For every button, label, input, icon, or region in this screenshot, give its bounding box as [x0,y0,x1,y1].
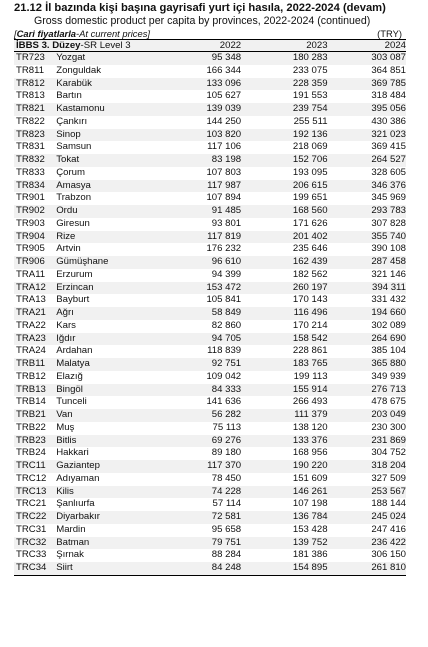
value-2024: 261 810 [371,562,406,573]
value-2022: 93 801 [211,217,242,229]
region-code: TR812 [16,77,45,89]
table-subtitle: Gross domestic product per capita by provinces, 2022-2024 (continued) [34,15,371,27]
value-2022: 153 472 [206,281,242,293]
table-row [14,90,406,103]
region-code: TRC32 [16,536,47,548]
province-name: Bingöl [56,383,83,395]
table-row [14,103,406,116]
table-row [14,78,406,91]
value-2024: 245 024 [371,511,406,522]
region-code: TR823 [16,128,45,140]
table-row [14,409,406,422]
value-2024: 304 752 [371,447,406,459]
value-2023: 133 376 [292,434,328,446]
table-title: 21.12 İl bazında kişi başına gayrisafi yurt içi hasıla, 2022-2024 (devam) [14,2,386,14]
value-2024: 349 939 [371,370,406,382]
province-name: Van [56,409,73,420]
table-row [14,243,406,256]
value-2022: 83 198 [211,154,242,165]
table-row [14,129,406,142]
table-row [14,116,406,129]
value-2024: 264 527 [371,154,406,165]
header-level-rest: -SR Level 3 [80,40,131,51]
province-name: Elazığ [56,370,83,382]
value-2022: 103 820 [206,128,242,140]
value-2024: 369 785 [371,77,406,89]
region-code: TRB12 [16,370,46,382]
value-2024: 327 509 [371,472,406,484]
value-2024: 293 783 [371,205,406,216]
price-note-en: -At current prices] [76,28,150,39]
value-2023: 151 609 [292,472,328,484]
value-2024: 247 416 [371,523,406,535]
region-code: TR903 [16,217,45,229]
header-year-2024: 2024 [384,40,406,51]
province-name: Ardahan [56,345,93,357]
value-2024: 231 869 [371,434,406,446]
header-year-2022: 2022 [219,40,242,51]
value-2023: 201 402 [292,230,328,242]
value-2022: 57 114 [212,498,242,510]
gdp-table [14,39,406,576]
table-row [14,205,406,218]
region-code: TR822 [16,115,45,127]
value-2024: 478 675 [371,396,406,408]
value-2024: 203 049 [371,409,406,420]
province-name: Bartın [56,90,82,102]
province-name: Tokat [56,154,80,165]
table-row [14,256,406,269]
table-row [14,473,406,486]
region-code: TRC21 [16,498,47,510]
value-2023: 255 511 [293,115,328,127]
value-2023: 199 651 [292,192,328,204]
value-2022: 78 450 [211,472,242,484]
region-code: TR811 [16,64,45,76]
table-row [14,358,406,371]
header-year-2023: 2023 [306,40,328,51]
value-2023: 199 113 [293,370,328,382]
price-note-bracket: [ [14,28,17,39]
province-name: Giresun [56,217,90,229]
table-row [14,333,406,346]
region-code: TRA11 [16,268,46,280]
value-2023: 107 198 [292,498,328,510]
value-2024: 369 415 [371,141,406,153]
value-2023: 235 646 [292,243,328,255]
value-2024: 307 828 [371,217,406,229]
value-2023: 136 784 [292,511,328,522]
province-name: Gümüşhane [56,256,109,267]
header-level-bold: İBBS 3. Düzey [16,40,81,51]
value-2023: 191 553 [292,90,328,102]
value-2024: 321 023 [371,128,406,140]
value-2022: 69 276 [211,434,242,446]
province-name: Muş [56,421,75,433]
value-2024: 306 150 [371,549,406,561]
table-row [14,65,406,78]
region-code: TR834 [16,179,45,191]
region-code: TR813 [16,90,45,102]
value-2023: 138 120 [292,421,328,433]
price-note-row [14,28,402,39]
value-2022: 75 113 [212,421,242,433]
value-2022: 94 399 [211,268,242,280]
province-name: Şırnak [56,549,84,561]
value-2022: 56 282 [211,409,242,420]
value-2023: 228 861 [292,345,328,357]
value-2022: 166 344 [206,64,242,76]
value-2024: 230 300 [371,421,406,433]
value-2023: 168 956 [292,447,328,459]
value-2022: 88 284 [211,549,242,561]
value-2024: 394 311 [372,281,406,293]
province-name: Siirt [56,562,73,573]
province-name: Hakkari [56,447,89,459]
table-row [14,294,406,307]
value-2024: 276 713 [371,383,406,395]
price-note-tr: Cari fiyatlarla [16,28,77,39]
value-2022: 105 841 [206,294,242,306]
value-2023: 181 386 [292,549,328,561]
province-name: Kastamonu [56,103,105,114]
value-2022: 139 039 [206,103,242,114]
value-2023: 192 136 [292,128,328,140]
table-row [14,269,406,282]
value-2022: 107 803 [206,166,242,178]
value-2022: 117 987 [207,179,242,191]
table-row [14,218,406,231]
value-2023: 193 095 [292,166,328,178]
province-name: Bayburt [56,294,90,306]
region-code: TRB14 [16,396,46,408]
region-code: TRA22 [16,319,46,331]
province-name: Şanlıurfa [56,498,95,510]
region-code: TR902 [16,205,45,216]
value-2022: 141 636 [206,396,242,408]
value-2023: 228 359 [292,77,328,89]
value-2024: 188 144 [371,498,406,510]
value-2023: 155 914 [292,383,328,395]
value-2022: 95 348 [211,52,242,63]
table-row [14,524,406,537]
table-row [14,371,406,384]
value-2022: 89 180 [211,447,242,459]
value-2023: 168 560 [292,205,328,216]
province-name: Ordu [56,205,78,216]
value-2024: 355 740 [371,230,406,242]
value-2022: 105 627 [206,90,242,102]
value-2023: 152 706 [292,154,328,165]
value-2022: 84 333 [211,383,242,395]
table-row [14,320,406,333]
value-2024: 302 089 [371,319,406,331]
value-2024: 318 484 [371,90,406,102]
province-name: Bitlis [56,434,77,446]
table-row [14,282,406,295]
value-2022: 117 106 [207,141,242,153]
table-row [14,562,406,575]
value-2024: 346 376 [371,179,406,191]
value-2023: 170 214 [292,319,328,331]
value-2022: 117 819 [207,230,242,242]
region-code: TR833 [16,166,45,178]
province-name: Rize [56,230,76,242]
province-name: Erzincan [56,281,94,293]
province-name: Çankırı [56,115,88,127]
table-row [14,384,406,397]
table-row [14,52,406,65]
value-2022: 84 248 [211,562,242,573]
table-row [14,192,406,205]
value-2023: 153 428 [292,523,328,535]
value-2022: 117 370 [207,460,242,471]
province-name: Artvin [56,243,81,255]
value-2024: 328 605 [371,166,406,178]
price-note [14,28,150,39]
value-2023: 170 143 [292,294,328,306]
value-2024: 194 660 [371,307,406,318]
table-row [14,498,406,511]
region-code: TRB24 [16,447,46,459]
value-2022: 74 228 [211,485,242,497]
value-2023: 183 765 [292,358,328,369]
value-2022: 94 705 [211,332,242,344]
region-code: TRC22 [16,511,47,522]
table-row [14,511,406,524]
value-2022: 176 232 [206,243,242,255]
value-2022: 96 610 [211,256,242,267]
region-code: TRB13 [16,383,46,395]
value-2024: 364 851 [371,64,406,76]
province-name: Kars [56,319,76,331]
province-name: Yozgat [56,52,86,63]
value-2023: 233 075 [292,64,328,76]
value-2022: 58 849 [211,307,242,318]
region-code: TRB21 [16,409,46,420]
table-row [14,460,406,473]
value-2024: 331 432 [371,294,406,306]
province-name: Tunceli [56,396,87,408]
region-code: TR821 [16,103,45,114]
value-2024: 321 146 [371,268,406,280]
table-row [14,486,406,499]
province-name: Malatya [56,358,90,369]
region-code: TRA12 [16,281,46,293]
province-name: Karabük [56,77,92,89]
value-2023: 158 542 [292,332,328,344]
province-name: Zonguldak [56,64,102,76]
region-code: TRA13 [16,294,46,306]
region-code: TRB23 [16,434,46,446]
value-2024: 303 087 [371,52,406,63]
region-code: TRB11 [16,358,46,369]
value-2022: 92 751 [211,358,242,369]
value-2023: 190 220 [292,460,328,471]
header-region-level [14,40,157,52]
table-row [14,141,406,154]
region-code: TRA23 [16,332,46,344]
region-code: TR905 [16,243,45,255]
value-2023: 218 069 [292,141,328,153]
province-name: Diyarbakır [56,511,100,522]
table-row [14,154,406,167]
value-2024: 253 567 [371,485,406,497]
region-code: TRC12 [16,472,47,484]
value-2023: 162 439 [292,256,328,267]
value-2024: 236 422 [371,536,406,548]
region-code: TRC11 [16,460,46,471]
province-name: Erzurum [56,268,93,280]
province-name: Sinop [56,128,81,140]
value-2023: 239 754 [292,103,328,114]
province-name: Gaziantep [56,460,100,471]
region-code: TRC33 [16,549,47,561]
value-2024: 365 880 [371,358,406,369]
region-code: TR906 [16,256,45,267]
province-name: Trabzon [56,192,92,204]
province-name: Adıyaman [56,472,100,484]
province-name: Çorum [56,166,85,178]
value-2023: 182 562 [292,268,328,280]
value-2022: 109 042 [206,370,242,382]
value-2023: 139 752 [292,536,328,548]
table-row [14,167,406,180]
value-2024: 385 104 [371,345,406,357]
value-2023: 260 197 [292,281,328,293]
region-code: TR723 [16,52,45,63]
region-code: TRA21 [16,307,46,318]
table-row [14,435,406,448]
region-code: TR832 [16,154,45,165]
table-row [14,180,406,193]
value-2023: 111 379 [294,409,328,420]
province-name: Samsun [56,141,92,153]
value-2024: 287 458 [371,256,406,267]
value-2024: 430 386 [371,115,406,127]
value-2022: 133 096 [206,77,242,89]
value-2023: 266 493 [292,396,328,408]
region-code: TRA24 [16,345,46,357]
value-2022: 144 250 [206,115,242,127]
value-2022: 91 485 [211,205,242,216]
region-code: TRC13 [16,485,47,497]
table-row [14,447,406,460]
province-name: Iğdır [56,332,76,344]
value-2023: 154 895 [292,562,328,573]
table-row [14,396,406,409]
province-name: Amasya [56,179,91,191]
value-2024: 395 056 [371,103,406,114]
province-name: Kilis [56,485,74,497]
province-name: Ağrı [56,307,74,318]
table-body [14,52,406,576]
value-2023: 171 626 [292,217,328,229]
province-name: Batman [56,536,90,548]
region-code: TRC34 [16,562,47,573]
value-2022: 72 581 [211,511,242,522]
table-row [14,231,406,244]
value-2024: 345 969 [371,192,406,204]
value-2022: 107 894 [206,192,242,204]
table-row [14,307,406,320]
value-2024: 264 690 [371,332,406,344]
region-code: TR901 [16,192,45,204]
value-2023: 206 615 [292,179,328,191]
region-code: TR904 [16,230,45,242]
value-2023: 146 261 [292,485,328,497]
table-row [14,422,406,435]
value-2022: 79 751 [211,536,242,548]
table-row [14,549,406,562]
region-code: TRB22 [16,421,46,433]
currency-unit: (TRY) [377,28,402,39]
value-2022: 95 658 [211,523,242,535]
value-2024: 318 204 [371,460,406,471]
region-code: TR831 [16,141,45,153]
table-row [14,345,406,358]
value-2022: 82 860 [211,319,242,331]
province-name: Mardin [56,523,86,535]
value-2023: 180 283 [292,52,328,63]
value-2023: 116 496 [293,307,328,318]
value-2024: 390 108 [371,243,406,255]
table-header-row [14,40,406,52]
value-2022: 118 839 [207,345,242,357]
table-row [14,537,406,550]
region-code: TRC31 [16,523,47,535]
